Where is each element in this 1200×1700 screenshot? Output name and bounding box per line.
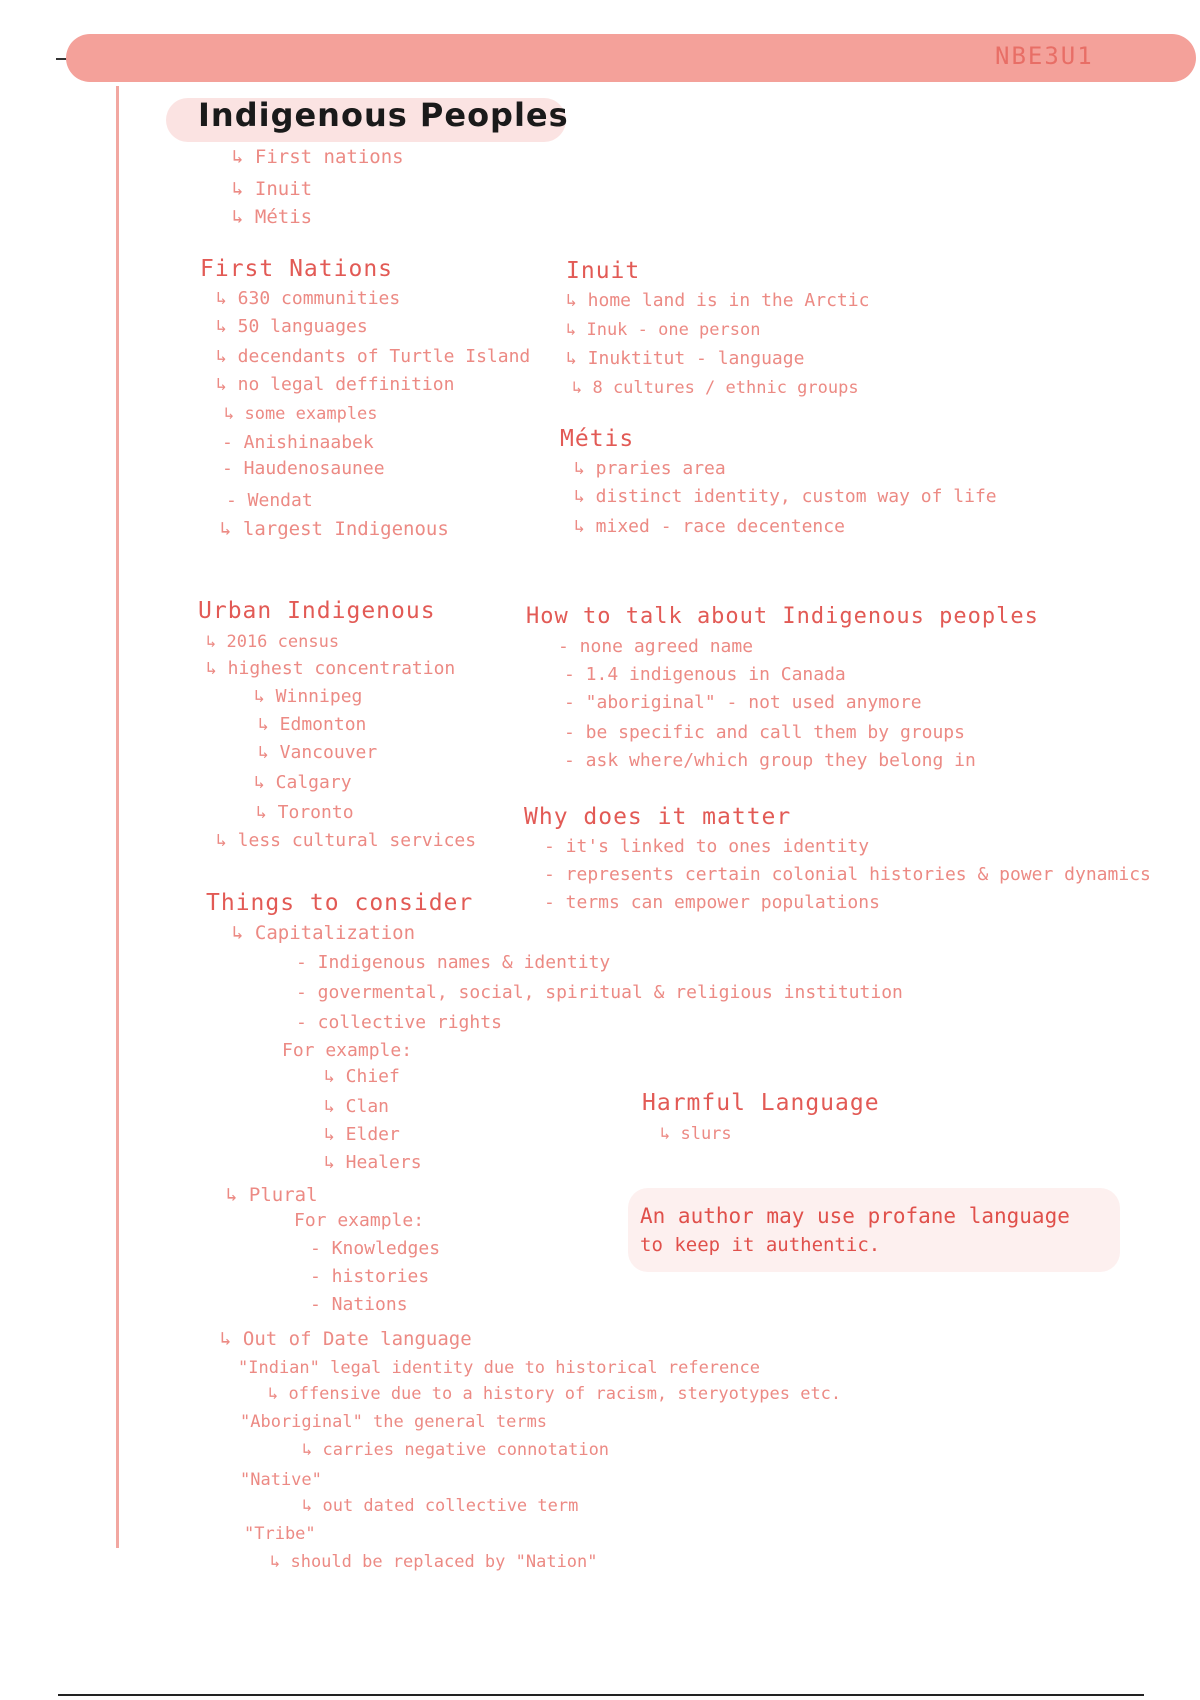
capitalization-item: - Indigenous names & identity	[296, 952, 611, 973]
metis-item: ↳ mixed - race decentence	[574, 516, 845, 537]
first-nations-example: - Haudenosaunee	[222, 458, 385, 479]
urban-item: ↳ 2016 census	[206, 632, 340, 652]
example-item: ↳ Elder	[324, 1124, 400, 1145]
example-item: ↳ Clan	[324, 1096, 390, 1117]
inuit-item: ↳ home land is in the Arctic	[566, 290, 870, 311]
quote-line: to keep it authentic.	[640, 1234, 881, 1256]
quote-line: An author may use profane language	[640, 1204, 1070, 1228]
urban-city: ↳ Toronto	[256, 802, 354, 823]
metis-item: ↳ praries area	[574, 458, 726, 479]
urban-heading: Urban Indigenous	[198, 598, 436, 624]
first-nations-example: - Anishinaabek	[222, 432, 374, 453]
first-nations-item: ↳ decendants of Turtle Island	[216, 346, 531, 367]
for-example-label: For example:	[282, 1040, 413, 1061]
plural-for-example: For example:	[294, 1210, 425, 1231]
why-matter-item: - terms can empower populations	[544, 892, 880, 913]
inuit-item: ↳ 8 cultures / ethnic groups	[572, 378, 859, 398]
plural-label: ↳ Plural	[226, 1184, 318, 1206]
out-of-date-line: ↳ offensive due to a history of racism, steryotypes etc.	[268, 1384, 842, 1404]
capitalization-item: - collective rights	[296, 1012, 502, 1033]
out-of-date-line: "Tribe"	[244, 1524, 316, 1544]
how-to-talk-heading: How to talk about Indigenous peoples	[526, 604, 1039, 629]
capitalization-label: ↳ Capitalization	[232, 922, 416, 944]
why-matter-item: - represents certain colonial histories & power dynamics	[544, 864, 1151, 885]
urban-city: ↳ Calgary	[254, 772, 352, 793]
quote-highlight	[628, 1188, 1120, 1272]
out-of-date-line: ↳ carries negative connotation	[302, 1440, 610, 1460]
out-of-date-line: ↳ out dated collective term	[302, 1496, 579, 1516]
urban-city: ↳ Vancouver	[258, 742, 378, 763]
first-nations-item: ↳ no legal deffinition	[216, 374, 455, 395]
example-item: ↳ Chief	[324, 1066, 400, 1087]
inuit-item: ↳ Inuktitut - language	[566, 348, 805, 369]
intro-item: ↳ Inuit	[232, 178, 313, 200]
why-matter-item: - it's linked to ones identity	[544, 836, 870, 857]
inuit-item: ↳ Inuk - one person	[566, 320, 761, 340]
intro-item: ↳ First nations	[232, 146, 404, 168]
how-to-talk-item: - ask where/which group they belong in	[564, 750, 976, 771]
out-of-date-line: ↳ should be replaced by "Nation"	[270, 1552, 598, 1572]
out-of-date-line: "Native"	[240, 1470, 322, 1490]
out-of-date-line: "Indian" legal identity due to historical reference	[238, 1358, 760, 1378]
consider-heading: Things to consider	[206, 890, 474, 916]
course-code: NBE3U1	[995, 42, 1094, 70]
page-title: Indigenous Peoples	[198, 96, 569, 134]
plural-item: - Nations	[310, 1294, 408, 1315]
margin-line	[116, 86, 119, 1548]
first-nations-item: ↳ 630 communities	[216, 288, 401, 309]
metis-item: ↳ distinct identity, custom way of life	[574, 486, 997, 507]
inuit-heading: Inuit	[566, 258, 641, 284]
first-nations-item: ↳ 50 languages	[216, 316, 368, 337]
how-to-talk-item: - none agreed name	[558, 636, 754, 657]
out-of-date-label: ↳ Out of Date language	[220, 1328, 472, 1350]
bottom-rule	[58, 1694, 1144, 1696]
first-nations-item: ↳ largest Indigenous	[220, 518, 449, 540]
example-item: ↳ Healers	[324, 1152, 422, 1173]
how-to-talk-item: - be specific and call them by groups	[564, 722, 965, 743]
urban-city: ↳ Edmonton	[258, 714, 367, 735]
plural-item: - histories	[310, 1266, 430, 1287]
first-nations-item: ↳ some examples	[224, 404, 378, 424]
intro-item: ↳ Métis	[232, 206, 313, 228]
why-matter-heading: Why does it matter	[524, 804, 792, 830]
capitalization-item: - govermental, social, spiritual & religious institution	[296, 982, 903, 1003]
plural-item: - Knowledges	[310, 1238, 441, 1259]
out-of-date-line: "Aboriginal" the general terms	[240, 1412, 548, 1432]
metis-heading: Métis	[560, 426, 635, 452]
harmful-heading: Harmful Language	[642, 1090, 880, 1116]
urban-item: ↳ highest concentration	[206, 658, 456, 679]
how-to-talk-item: - "aboriginal" - not used anymore	[564, 692, 922, 713]
how-to-talk-item: - 1.4 indigenous in Canada	[564, 664, 846, 685]
urban-city: ↳ Winnipeg	[254, 686, 363, 707]
urban-item: ↳ less cultural services	[216, 830, 477, 851]
harmful-item: ↳ slurs	[660, 1124, 732, 1144]
first-nations-example: - Wendat	[226, 490, 313, 511]
first-nations-heading: First Nations	[200, 256, 394, 282]
